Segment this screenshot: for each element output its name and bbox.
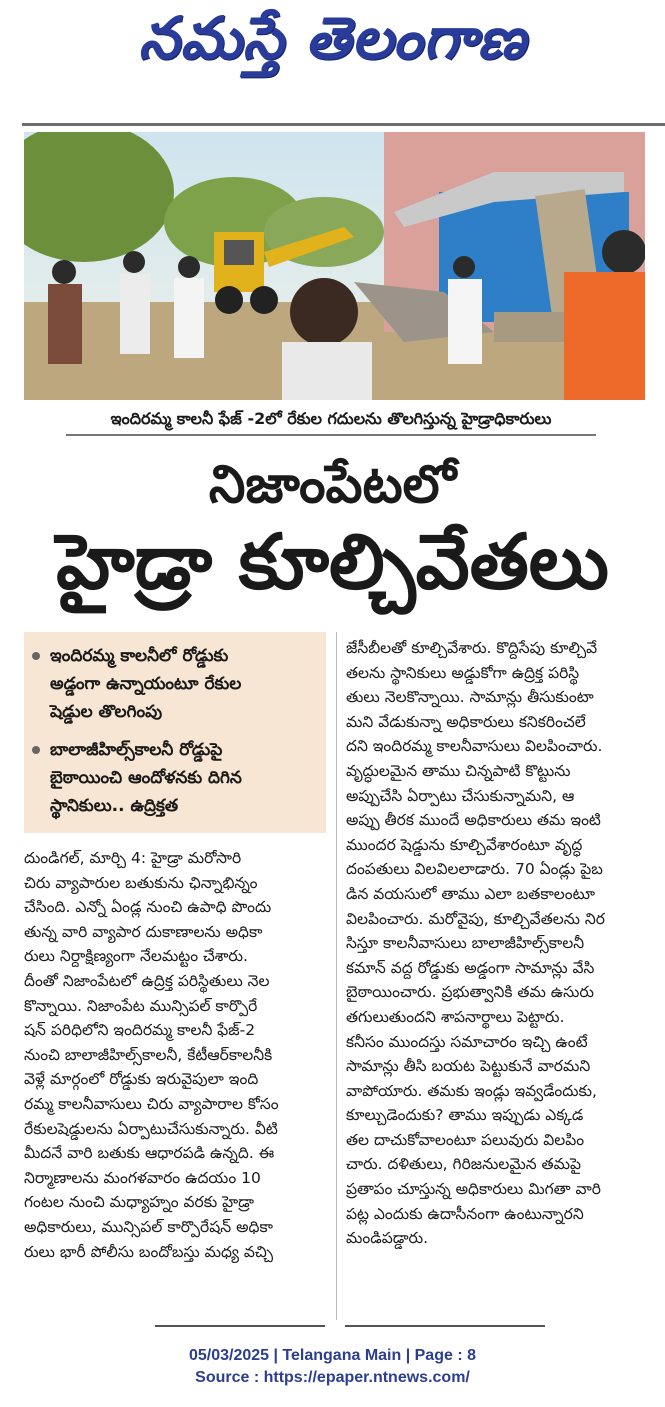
article-line: దుండిగల్, మార్చి 4: హైడ్రా మరోసారి <box>24 849 242 867</box>
article-line: జేసీబీలతో కూల్చివేశారు. కొద్దిసేపు కూల్చివే <box>346 639 598 657</box>
article-line: చారు. దళితులు, గిరిజనులమైన తమపై <box>346 1155 582 1174</box>
article-line: కొన్నాయి. నిజాంపేట మున్సిపల్ కార్పొరే <box>24 996 258 1015</box>
article-line: మండిపడ్డారు. <box>346 1229 429 1248</box>
article-line: మీదనే వారి బతుకు ఆధారపడి ఉన్నది. ఈ <box>24 1144 275 1163</box>
article-line: దంపతులు విలవిలలాడారు. 70 ఏండ్లు పైబ <box>346 860 603 879</box>
article-column-2 <box>346 636 646 1251</box>
article-line: షన్ పరిధిలోని ఇందిరమ్మ కాలనీ ఫేజ్-2 <box>24 1021 256 1040</box>
article-line: డిన వయసులో తాము ఎలా బతకాలంటూ <box>346 884 595 903</box>
highlight-line: బాలాజీహిల్స్‌కాలనీ రోడ్డుపై <box>50 740 223 760</box>
article-line: కమాన్ వద్ద రోడ్డుకు అడ్డంగా సామాన్లు వేసి <box>346 958 595 977</box>
bullet-icon <box>32 652 40 660</box>
masthead <box>0 0 665 92</box>
highlight-item <box>32 736 322 820</box>
article-line: సామాన్లు తీసి బయట పెట్టుకునే వారమని <box>346 1057 591 1076</box>
article-line: ప్రతాపం చూస్తున్న అధికారులు మిగతా వారి <box>346 1180 601 1199</box>
article-line: రులు నిర్దాక్షిణ్యంగా నేలమట్టం చేశారు. <box>24 947 248 966</box>
article-line: పట్ల ఎందుకు ఉదాసీనంగా ఉంటున్నారని <box>346 1204 584 1223</box>
article-line: తగులుతుందని శాపనార్థాలు పెట్టారు. <box>346 1007 565 1026</box>
footer-source: Source : https://epaper.ntnews.com/ <box>195 1369 470 1386</box>
highlights-box <box>24 632 326 833</box>
article-line: వాపోయారు. తమకు ఇండ్లు ఇవ్వడేందుకు, <box>346 1081 597 1100</box>
article-end-rule <box>155 1325 325 1327</box>
article-line: చేసింది. ఎన్నో ఏండ్ల నుంచి ఉపాధి పొందు <box>24 898 272 917</box>
headline-main: హైడ్రా కూల్చివేతలు <box>56 517 609 606</box>
bullet-icon <box>32 746 40 754</box>
headline-kicker: నిజాంపేటలో <box>208 455 457 515</box>
article-line: వెళ్లే మార్గంలో రోడ్డుకు ఇరువైపులా ఇంది <box>24 1070 259 1089</box>
article-line: రులు భారీ పోలీసు బందోబస్తు మధ్య వచ్చి <box>24 1242 274 1261</box>
article-line: కనీసం ముందస్తు సమాచారం ఇచ్చి ఉంటే <box>346 1032 588 1051</box>
article-line: ముందర షెడ్డును కూల్చివేశారంటూ వృద్ధ <box>346 835 583 854</box>
masthead-divider <box>22 123 665 126</box>
highlight-item <box>32 642 322 726</box>
article-line: సిస్తూ కాలనీవాసులు బాలాజీహిల్స్‌కాలనీ <box>346 934 585 953</box>
article-line: నిర్మాణాలను మంగళవారం ఉదయం 10 <box>24 1168 261 1187</box>
article-line: దని ఇందిరమ్మ కాలనీవాసులు విలపించారు. <box>346 737 603 756</box>
article-line: అధికారులు, మున్సిపల్ కార్పొరేషన్ అధికా <box>24 1217 273 1236</box>
highlight-line: షెడ్డుల తొలగింపు <box>50 702 163 722</box>
photo-caption: ఇందిరమ్మ కాలనీ ఫేజ్ -2లో రేకుల గదులను తొలగిస్తున్న హైడ్రాధికారులు <box>66 404 596 436</box>
highlight-line: బైఠాయించి ఆందోళనకు దిగిన <box>50 768 242 788</box>
article-line: రేకులషెడ్డులను ఏర్పాటుచేసుకున్నారు. వీటి <box>24 1119 278 1138</box>
article-line: తులు నెలకొన్నాయి. సామాన్లు తీసుకుంటా <box>346 688 594 707</box>
column-divider <box>336 632 337 1320</box>
footer-date-page: 05/03/2025 | Telangana Main | Page : 8 <box>188 1347 476 1364</box>
highlight-line: ఇందిరమ్మ కాలనీలో రోడ్డుకు <box>50 646 229 666</box>
article-line: వృద్ధులమైన తాము చిన్నపాటి కొట్టును <box>346 761 571 780</box>
article-column-1 <box>24 846 324 1264</box>
article-line: రమ్మ కాలనీవాసులు చిరు వ్యాపారాల కోసం <box>24 1094 279 1113</box>
article-line: నుంచి బాలాజీహిల్స్‌కాలనీ, కేటీఆర్‌కాలనీకి <box>24 1045 273 1064</box>
article-line: మని వేడుకున్నా అధికారులు కనికరించలే <box>346 712 586 731</box>
article-line: తల దాచుకోవాలంటూ పలువురు విలపిం <box>346 1130 585 1149</box>
article-line: చిరు వ్యాపారుల బతుకును ఛిన్నాభిన్నం <box>24 873 258 892</box>
article-line: గంటల నుంచి మధ్యాహ్నం వరకు హైడ్రా <box>24 1193 254 1212</box>
news-photo <box>24 132 645 400</box>
article-line: అప్పుచేసి ఏర్పాటు చేసుకున్నామని, ఆ <box>346 786 575 805</box>
article-line: అప్పు తీరక ముందే అధికారులు తమ ఇంటి <box>346 811 601 830</box>
article-line: కూల్చుడెందుకు? తాము ఇప్పుడు ఎక్కడ <box>346 1106 584 1125</box>
article-line: తున్న వారి వ్యాపార దుకాణాలను అధికా <box>24 922 263 941</box>
article-line: విలపించారు. మరోవైపు, కూల్చివేతలను నిర <box>346 909 605 928</box>
highlight-line: స్థానికులు.. ఉద్రిక్తత <box>50 796 179 816</box>
article-line: తలను స్థానికులు అడ్డుకోగా ఉద్రిక్త పరిస్థి <box>346 663 580 682</box>
highlight-line: అడ్డంగా ఉన్నాయంటూ రేకుల <box>50 674 242 694</box>
article-line: దీంతో నిజాంపేటలో ఉద్రిక్త పరిస్థితులు నెల <box>24 971 270 990</box>
article-line: బైఠాయించారు. ప్రభుత్వానికి తమ ఉసురు <box>346 983 594 1002</box>
newspaper-logo: నమస్తే తెలంగాణ <box>138 4 527 72</box>
article-end-rule <box>345 1325 545 1327</box>
